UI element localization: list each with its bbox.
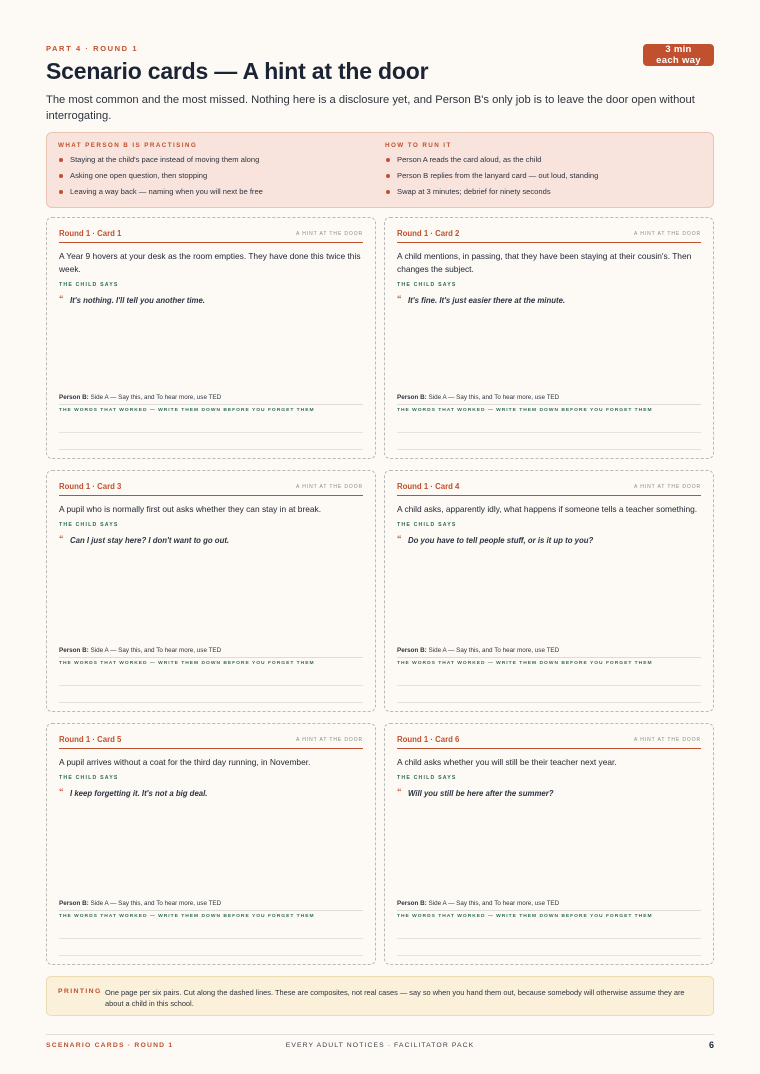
list-item (385, 187, 705, 203)
card-header (59, 735, 363, 749)
card-tag: A HINT AT THE DOOR (634, 737, 701, 743)
person-b-label: Person B: (397, 394, 427, 401)
page-title: Scenario cards — A hint at the door (46, 58, 429, 84)
bullet-icon (386, 158, 390, 162)
list-item-text: Person B replies from the lanyard card — out loud, standing (397, 171, 599, 180)
words-that-worked-label: THE WORDS THAT WORKED — WRITE THEM DOWN BEFORE YOU FORGET THEM (59, 408, 315, 413)
list-item (58, 187, 378, 203)
card-tag: A HINT AT THE DOOR (634, 484, 701, 490)
person-b-label: Person B: (59, 394, 89, 401)
practising-heading: WHAT PERSON B IS PRACTISING (58, 142, 198, 149)
child-quote (397, 534, 701, 547)
scenario-text: A child mentions, in passing, that they have been staying at their cousin's. Then changes the subject. (397, 251, 692, 274)
quote-mark-icon: “ (59, 534, 64, 544)
list-item (385, 171, 705, 187)
printing-label: PRINTING (58, 988, 102, 995)
card-number: Round 1 · Card 3 (59, 482, 122, 491)
child-says-label: THE CHILD SAYS (59, 775, 119, 781)
child-quote (397, 787, 701, 800)
footer-divider (46, 1034, 714, 1035)
practice-panel (46, 132, 714, 208)
write-line (59, 938, 363, 939)
card-body (59, 756, 363, 800)
bullet-icon (386, 190, 390, 194)
scenario-text: A child asks, apparently idly, what happens if someone tells a teacher something. (397, 504, 698, 514)
bullet-icon (59, 174, 63, 178)
scenario-text: A Year 9 hovers at your desk as the room empties. They have done this twice this week. (59, 251, 361, 274)
scenario-card-2 (384, 217, 714, 459)
child-quote-text: I keep forgetting it. It's not a big deal. (70, 789, 208, 798)
child-quote-text: Will you still be here after the summer? (408, 789, 554, 798)
scenario-card-3 (46, 470, 376, 712)
footer-section-label: SCENARIO CARDS · ROUND 1 (46, 1042, 174, 1049)
list-item-text: Staying at the child's pace instead of moving them along (70, 155, 260, 164)
bullet-icon (59, 190, 63, 194)
card-body (397, 756, 701, 800)
printing-text: One page per six pairs. Cut along the dashed lines. These are composites, not real cases — say so when you hand them out, because somebody will otherwise assume they are about a child in this school. (105, 988, 685, 1008)
card-body (397, 503, 701, 547)
card-header (397, 482, 701, 496)
child-quote-text: It's nothing. I'll tell you another time. (70, 296, 205, 305)
scenario-card-5 (46, 723, 376, 965)
scenario-card-1 (46, 217, 376, 459)
words-that-worked-label: THE WORDS THAT WORKED — WRITE THEM DOWN BEFORE YOU FORGET THEM (59, 661, 315, 666)
how-to-run-column (385, 142, 705, 203)
list-item-text: Person A reads the card aloud, as the child (397, 155, 542, 164)
footer-publication: EVERY ADULT NOTICES · FACILITATOR PACK (285, 1042, 475, 1049)
child-quote (59, 294, 363, 307)
person-b-instruction (59, 900, 363, 911)
bullet-icon (386, 174, 390, 178)
card-tag: A HINT AT THE DOOR (634, 231, 701, 237)
intro-paragraph: The most common and the most missed. Nothing here is a disclosure yet, and Person B's only job is to leave the door open without interrogating. (46, 94, 695, 122)
write-line (397, 685, 701, 686)
quote-mark-icon: “ (59, 787, 64, 797)
bullet-icon (59, 158, 63, 162)
card-tag: A HINT AT THE DOOR (296, 484, 363, 490)
practising-list (58, 155, 378, 203)
child-says-label: THE CHILD SAYS (59, 522, 119, 528)
how-to-run-heading: HOW TO RUN IT (385, 142, 452, 149)
words-that-worked-label: THE WORDS THAT WORKED — WRITE THEM DOWN BEFORE YOU FORGET THEM (397, 408, 653, 413)
how-to-run-list (385, 155, 705, 203)
card-number: Round 1 · Card 1 (59, 229, 122, 238)
child-quote (59, 787, 363, 800)
person-b-label: Person B: (397, 647, 427, 654)
card-header (397, 229, 701, 243)
quote-mark-icon: “ (59, 294, 64, 304)
card-number: Round 1 · Card 5 (59, 735, 122, 744)
card-number: Round 1 · Card 6 (397, 735, 460, 744)
list-item-text: Swap at 3 minutes; debrief for ninety seconds (397, 187, 551, 196)
write-line (397, 702, 701, 703)
card-body (59, 503, 363, 547)
write-line (59, 432, 363, 433)
card-number: Round 1 · Card 2 (397, 229, 460, 238)
person-b-instruction (397, 647, 701, 658)
scenario-card-6 (384, 723, 714, 965)
page-number: 6 (708, 1040, 714, 1050)
person-b-instruction (59, 647, 363, 658)
list-item-text: Leaving a way back — naming when you will next be free (70, 187, 263, 196)
quote-mark-icon: “ (397, 534, 402, 544)
words-that-worked-label: THE WORDS THAT WORKED — WRITE THEM DOWN BEFORE YOU FORGET THEM (59, 914, 315, 919)
write-line (59, 685, 363, 686)
write-line (397, 449, 701, 450)
child-says-label: THE CHILD SAYS (59, 282, 119, 288)
time-badge-line2: each way (656, 54, 701, 66)
child-quote (59, 534, 363, 547)
write-line (397, 432, 701, 433)
child-says-label: THE CHILD SAYS (397, 522, 457, 528)
scenario-card-4 (384, 470, 714, 712)
person-b-text: Side A — Say this, and To hear more, use TED (90, 394, 222, 401)
person-b-text: Side A — Say this, and To hear more, use TED (428, 900, 560, 907)
person-b-label: Person B: (59, 647, 89, 654)
quote-mark-icon: “ (397, 294, 402, 304)
write-line (397, 938, 701, 939)
person-b-label: Person B: (397, 900, 427, 907)
child-says-label: THE CHILD SAYS (397, 282, 457, 288)
card-number: Round 1 · Card 4 (397, 482, 460, 491)
scenario-text: A pupil arrives without a coat for the third day running, in November. (59, 757, 311, 767)
child-says-label: THE CHILD SAYS (397, 775, 457, 781)
person-b-text: Side A — Say this, and To hear more, use TED (90, 900, 222, 907)
write-line (59, 702, 363, 703)
time-badge-line1: 3 min (665, 44, 692, 55)
person-b-instruction (397, 394, 701, 405)
words-that-worked-label: THE WORDS THAT WORKED — WRITE THEM DOWN BEFORE YOU FORGET THEM (397, 914, 653, 919)
write-line (397, 955, 701, 956)
card-tag: A HINT AT THE DOOR (296, 231, 363, 237)
time-badge (643, 44, 714, 66)
card-tag: A HINT AT THE DOOR (296, 737, 363, 743)
section-kicker: PART 4 · ROUND 1 (46, 44, 139, 53)
practising-column (58, 142, 378, 203)
write-line (59, 449, 363, 450)
list-item (58, 171, 378, 187)
person-b-instruction (397, 900, 701, 911)
child-quote (397, 294, 701, 307)
quote-mark-icon: “ (397, 787, 402, 797)
person-b-label: Person B: (59, 900, 89, 907)
list-item (58, 155, 378, 171)
card-header (59, 229, 363, 243)
list-item-text: Asking one open question, then stopping (70, 171, 208, 180)
child-quote-text: It's fine. It's just easier there at the minute. (408, 296, 566, 305)
person-b-instruction (59, 394, 363, 405)
list-item (385, 155, 705, 171)
printing-note (46, 976, 714, 1016)
card-body (59, 250, 363, 307)
person-b-text: Side A — Say this, and To hear more, use TED (428, 647, 560, 654)
card-header (59, 482, 363, 496)
person-b-text: Side A — Say this, and To hear more, use TED (428, 394, 560, 401)
person-b-text: Side A — Say this, and To hear more, use TED (90, 647, 222, 654)
words-that-worked-label: THE WORDS THAT WORKED — WRITE THEM DOWN BEFORE YOU FORGET THEM (397, 661, 653, 666)
write-line (59, 955, 363, 956)
child-quote-text: Can I just stay here? I don't want to go out. (70, 536, 230, 545)
scenario-text: A pupil who is normally first out asks whether they can stay in at break. (59, 504, 322, 514)
child-quote-text: Do you have to tell people stuff, or is it up to you? (408, 536, 594, 545)
scenario-text: A child asks whether you will still be their teacher next year. (397, 757, 617, 767)
card-header (397, 735, 701, 749)
card-body (397, 250, 701, 307)
